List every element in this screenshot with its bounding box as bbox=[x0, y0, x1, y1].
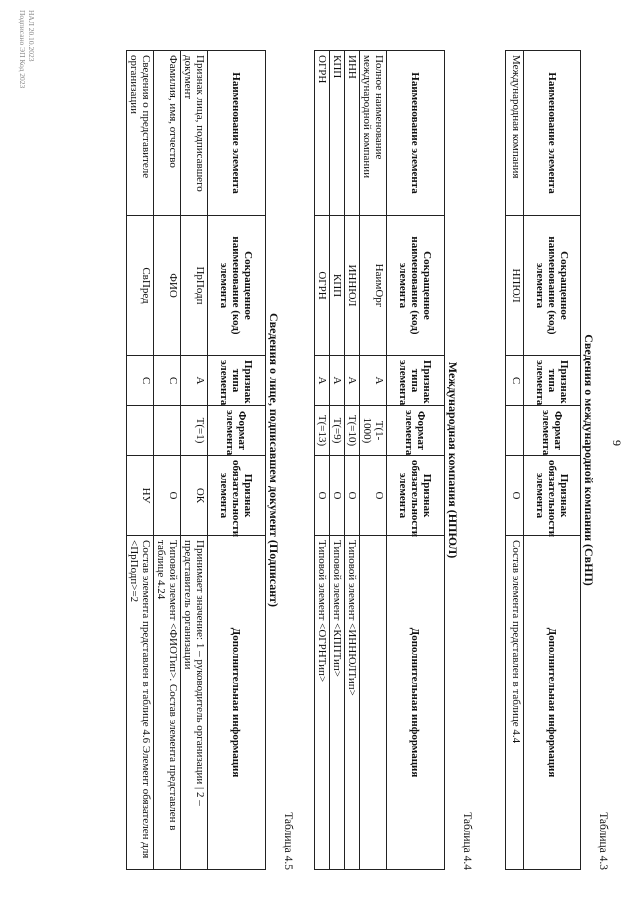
cell-required: О bbox=[330, 456, 345, 536]
cell-code: СвПред bbox=[127, 216, 154, 356]
header-format: Формат элемента bbox=[524, 406, 581, 456]
table-4-4-label: Таблица 4.4 bbox=[461, 812, 473, 870]
cell-format bbox=[506, 406, 524, 456]
cell-info: Типовой элемент <ОГРНТип> bbox=[315, 536, 330, 870]
header-name: Наименование элемента bbox=[524, 51, 581, 216]
cell-required: НУ bbox=[127, 456, 154, 536]
cell-type: С bbox=[506, 356, 524, 406]
cell-required: О bbox=[154, 456, 181, 536]
header-required: Признак обязательности элемента bbox=[387, 456, 445, 536]
stamp-line: Подписано ЭП Код 2023 bbox=[18, 10, 27, 89]
cell-name: Признак лица, подписавшего документ bbox=[181, 51, 208, 216]
table-4-3-label: Таблица 4.3 bbox=[597, 812, 609, 870]
cell-format: Т(1-1000) bbox=[360, 406, 387, 456]
cell-format bbox=[127, 406, 154, 456]
cell-type: А bbox=[330, 356, 345, 406]
cell-name: Международная компания bbox=[506, 51, 524, 216]
cell-info: Состав элемента представлен в таблице 4.6 Элемент обязателен для <ПрПодп>=2 bbox=[127, 536, 154, 870]
cell-type: А bbox=[345, 356, 360, 406]
page-number: 9 bbox=[610, 440, 624, 446]
cell-format bbox=[154, 406, 181, 456]
cell-code: КПП bbox=[330, 216, 345, 356]
header-name: Наименование элемента bbox=[387, 51, 445, 216]
cell-info bbox=[360, 536, 387, 870]
cell-code: ИННЮЛ bbox=[345, 216, 360, 356]
cell-required: О bbox=[360, 456, 387, 536]
table-4-3 bbox=[505, 50, 581, 870]
cell-info: Типовой элемент <ИННЮЛТип> bbox=[345, 536, 360, 870]
table-4-5 bbox=[126, 50, 266, 870]
table-4-3-caption: Сведения о международной компании (СвНП) bbox=[582, 334, 596, 586]
table-row bbox=[360, 51, 387, 870]
cell-required: О bbox=[506, 456, 524, 536]
header-format: Формат элемента bbox=[208, 406, 266, 456]
cell-name: Полное наименование международной компании bbox=[360, 51, 387, 216]
header-name: Наименование элемента bbox=[208, 51, 266, 216]
header-required: Признак обязательности элемента bbox=[524, 456, 581, 536]
cell-type: А bbox=[181, 356, 208, 406]
cell-code: НПЮЛ bbox=[506, 216, 524, 356]
cell-required: ОК bbox=[181, 456, 208, 536]
table-row bbox=[127, 51, 154, 870]
cell-type: А bbox=[360, 356, 387, 406]
table-row bbox=[345, 51, 360, 870]
table-4-5-caption: Сведения о лице, подписавшем документ (Подписант) bbox=[267, 312, 281, 608]
stamp-line: НАЛ 20.10.2023 bbox=[27, 10, 36, 62]
cell-format: Т(=1) bbox=[181, 406, 208, 456]
header-type: Признак типа элемента bbox=[208, 356, 266, 406]
cell-name: ИНН bbox=[345, 51, 360, 216]
header-type: Признак типа элемента bbox=[524, 356, 581, 406]
cell-info: Типовой элемент <ФИОТип>. Состав элемента представлен в таблице 4.24 bbox=[154, 536, 181, 870]
table-4-5-block bbox=[126, 50, 295, 870]
cell-name: ОГРН bbox=[315, 51, 330, 216]
cell-format: Т(=10) bbox=[345, 406, 360, 456]
table-header-row bbox=[387, 51, 445, 870]
table-header-row bbox=[524, 51, 581, 870]
header-code: Сокращенное наименование (код) элемента bbox=[208, 216, 266, 356]
cell-code: НаимОрг bbox=[360, 216, 387, 356]
header-type: Признак типа элемента bbox=[387, 356, 445, 406]
cell-format: Т(=13) bbox=[315, 406, 330, 456]
cell-format: Т(=9) bbox=[330, 406, 345, 456]
cell-type: А bbox=[315, 356, 330, 406]
header-required: Признак обязательности элемента bbox=[208, 456, 266, 536]
table-row bbox=[330, 51, 345, 870]
cell-code: ФИО bbox=[154, 216, 181, 356]
header-format: Формат элемента bbox=[387, 406, 445, 456]
table-4-4-caption: Международная компания (НПЮЛ) bbox=[446, 361, 460, 559]
table-4-3-block bbox=[505, 50, 610, 870]
table-row bbox=[181, 51, 208, 870]
table-row bbox=[315, 51, 330, 870]
header-code: Сокращенное наименование (код) элемента bbox=[387, 216, 445, 356]
header-info: Дополнительная информация bbox=[208, 536, 266, 870]
cell-info: Состав элемента представлен в таблице 4.4 bbox=[506, 536, 524, 870]
cell-code: ПрПодп bbox=[181, 216, 208, 356]
table-4-4 bbox=[314, 50, 445, 870]
cell-name: КПП bbox=[330, 51, 345, 216]
table-row bbox=[506, 51, 524, 870]
cell-name: Фамилия, имя, отчество bbox=[154, 51, 181, 216]
cell-code: ОГРН bbox=[315, 216, 330, 356]
header-code: Сокращенное наименование (код) элемента bbox=[524, 216, 581, 356]
header-info: Дополнительная информация bbox=[387, 536, 445, 870]
cell-name: Сведения о представителе организации bbox=[127, 51, 154, 216]
registration-stamp bbox=[18, 10, 36, 88]
cell-type: С bbox=[154, 356, 181, 406]
cell-info: Типовой элемент <КППТип> bbox=[330, 536, 345, 870]
cell-required: О bbox=[345, 456, 360, 536]
cell-info: Принимает значение: 1 – руководитель организации | 2 – представитель организации bbox=[181, 536, 208, 870]
header-info: Дополнительная информация bbox=[524, 536, 581, 870]
table-4-5-label: Таблица 4.5 bbox=[282, 812, 294, 870]
table-header-row bbox=[208, 51, 266, 870]
cell-type: С bbox=[127, 356, 154, 406]
cell-required: О bbox=[315, 456, 330, 536]
table-4-4-block bbox=[314, 50, 474, 870]
table-row bbox=[154, 51, 181, 870]
